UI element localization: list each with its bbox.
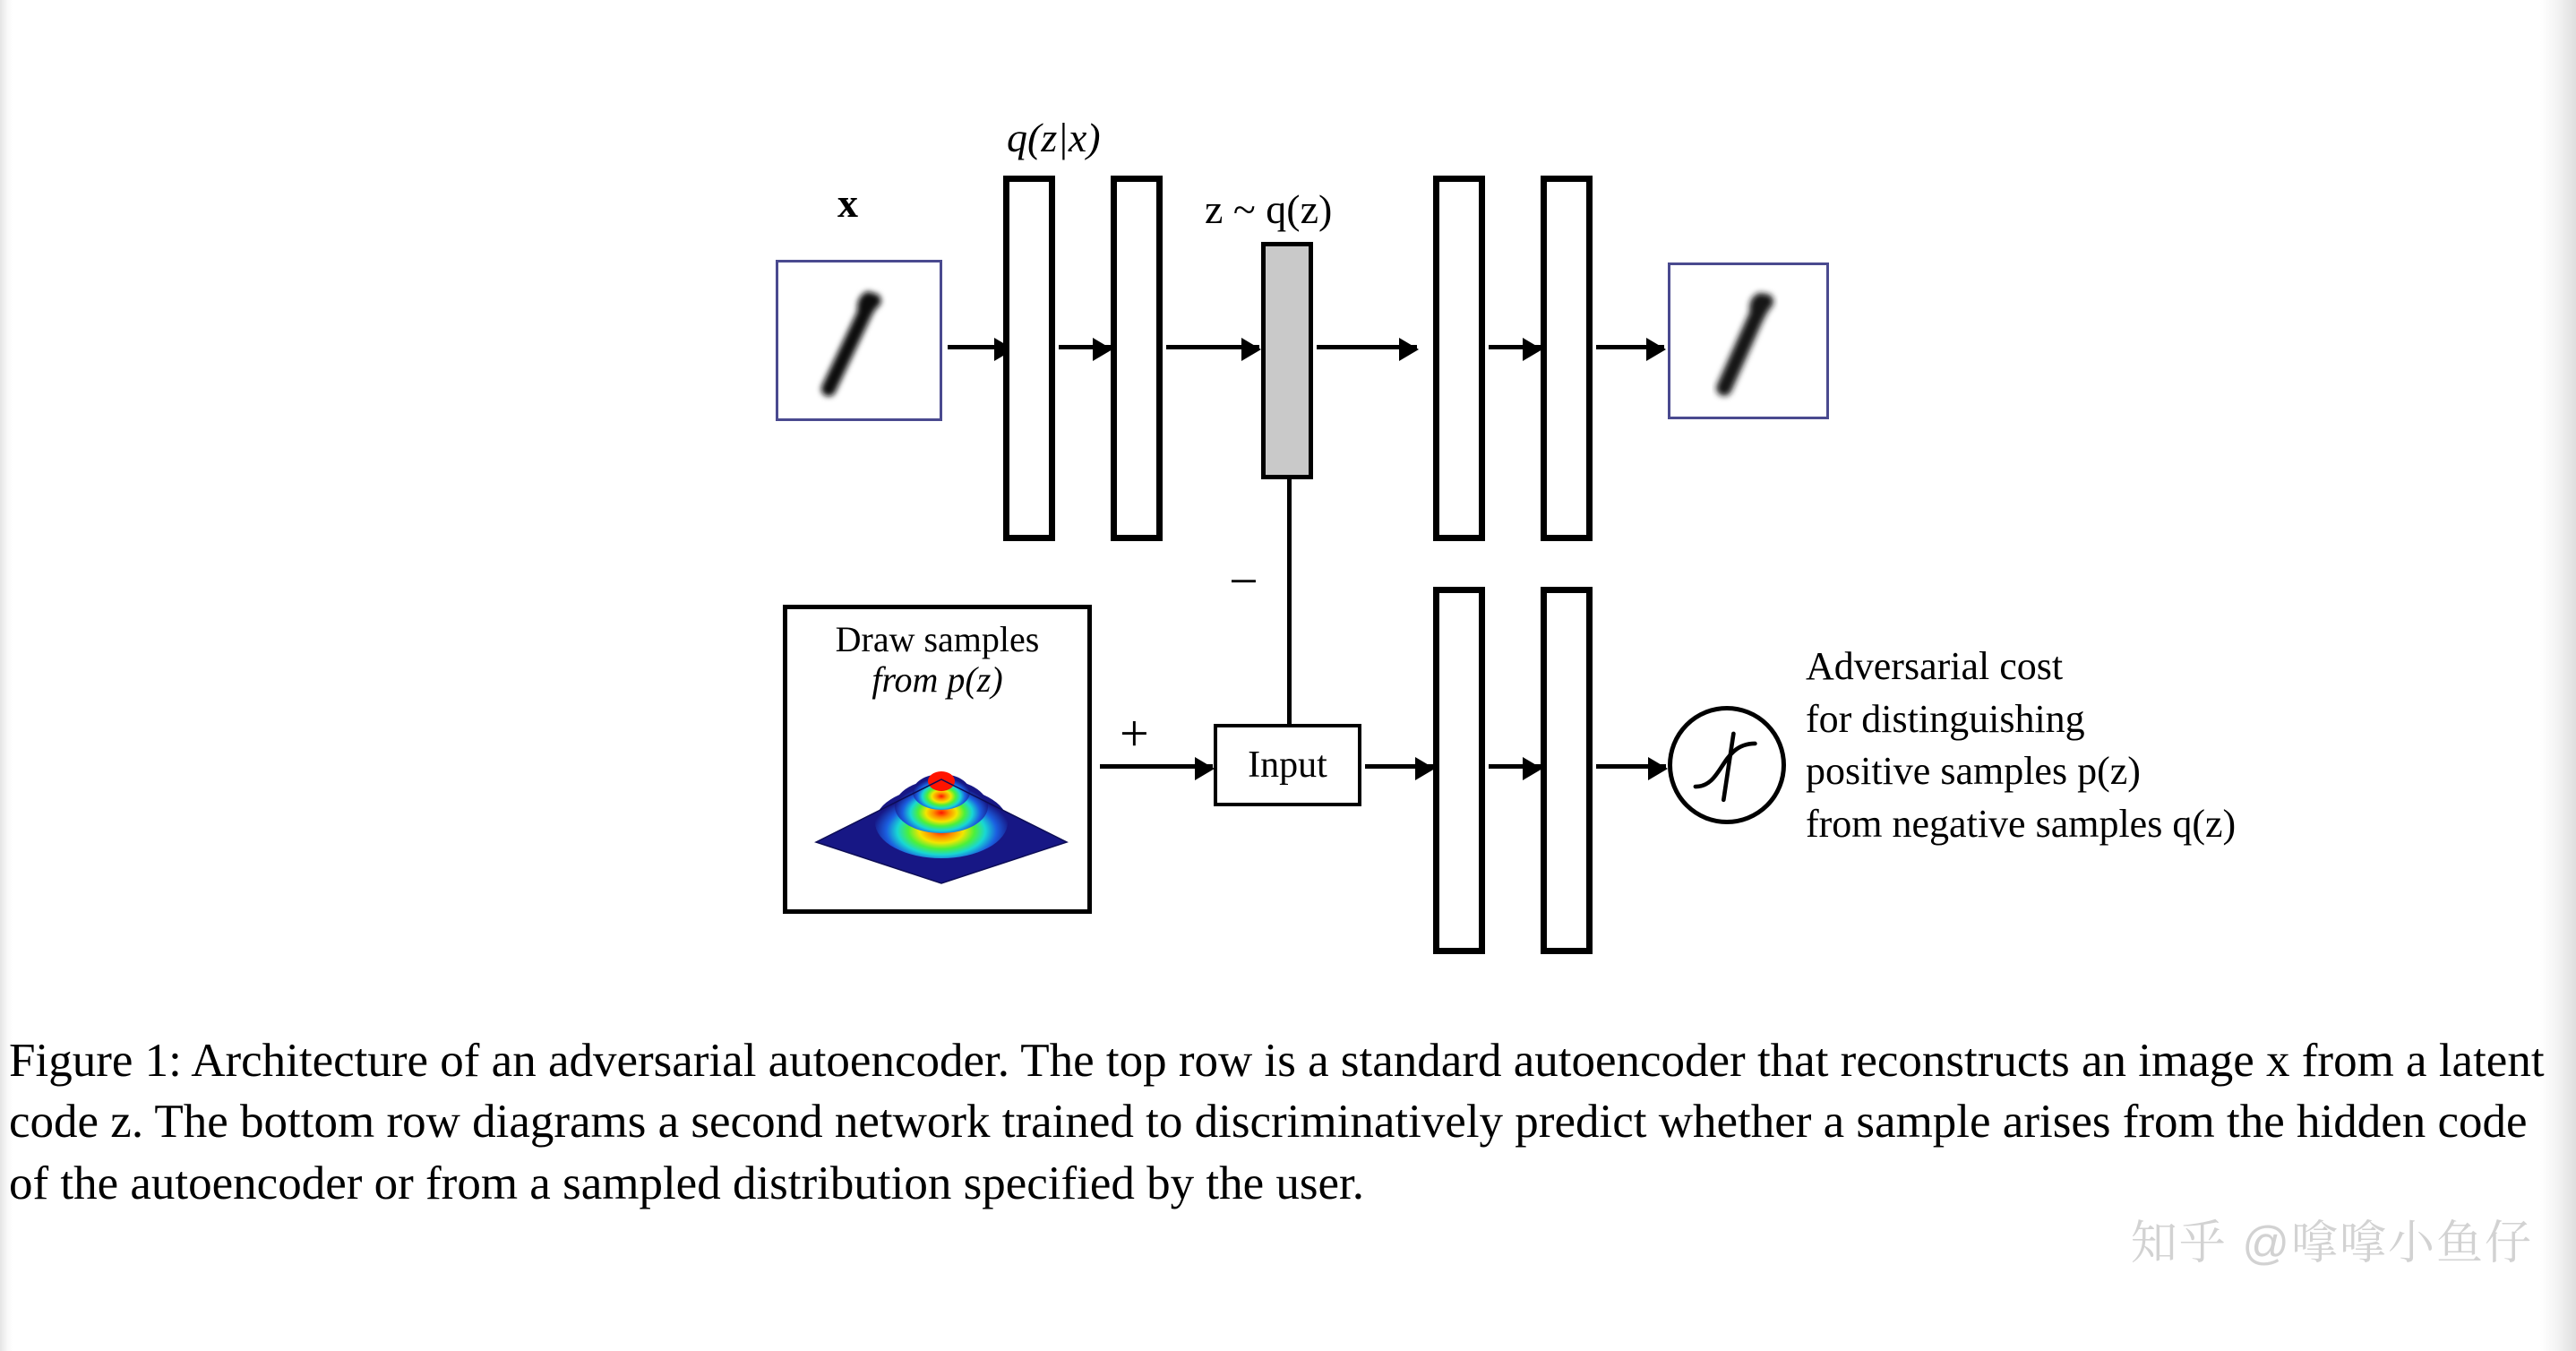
arrow-encoder-to-latent [1166,345,1259,349]
prior-sample-box [783,605,1092,914]
arrow-discriminator-to-output [1596,764,1666,769]
figure-caption-number: Figure 1: [9,1035,182,1087]
discriminator-input-box: Input [1214,724,1361,806]
adversarial-cost-line-4: from negative samples q(z) [1806,801,2237,846]
label-negative-sign: − [1229,552,1258,610]
adversarial-cost-line-3: positive samples p(z) [1806,749,2141,794]
sigmoid-curve-glyph [1672,710,1782,820]
arrow-input-to-discriminator [1365,764,1433,769]
arrow-decoder-l1-to-l2 [1489,345,1541,349]
mnist-digit-one-image [776,260,942,421]
arrow-latent-to-input-box [1287,479,1292,739]
mnist-digit-one-reconstruction [1668,262,1829,419]
label-input-x: x [837,180,858,226]
decoder-layer-1 [1433,176,1485,541]
label-positive-sign: + [1120,704,1149,762]
arrow-encoder-l1-to-l2 [1059,345,1111,349]
digit-input-glyph [778,262,940,418]
adversarial-cost-line-2: for distinguishing [1806,696,2085,741]
adversarial-cost-line-1: Adversarial cost [1806,644,2064,688]
prior-sample-caption-line1: Draw samples [835,619,1040,659]
figure-caption [9,1030,2562,1214]
label-latent-sample: z ~ q(z) [1205,186,1333,232]
adversarial-cost-text [1806,641,2236,850]
arrow-decoder-to-output [1596,345,1664,349]
arrow-discriminator-l1-to-l2 [1489,764,1541,769]
discriminator-layer-1 [1433,587,1485,954]
arrow-latent-to-decoder [1317,345,1417,349]
discriminator-layer-2 [1541,587,1593,954]
decoder-layer-2 [1541,176,1593,541]
watermark-text: 知乎 @嗱嗱小鱼仔 [2130,1218,2533,1269]
latent-code-vector [1261,242,1313,479]
label-encoder-distribution: q(z|x) [1007,115,1101,160]
encoder-layer-2 [1111,176,1163,541]
figure-caption-text: Architecture of an adversarial autoencoder. The top row is a standard autoencoder that reconstructs an image x from a latent code z. The bottom row diagrams a second network trained to discriminatively predict whether a sample arises from the hidden code of the autoencoder or from a sampled distribution specified by the user. [9,1035,2545,1209]
encoder-layer-1 [1003,176,1055,541]
arrow-samples-to-input-box [1100,764,1213,769]
gaussian-surface-plot [807,717,1076,887]
digit-output-glyph [1670,265,1826,417]
prior-sample-caption [787,609,1087,701]
prior-sample-caption-line2: from p(z) [872,658,1003,700]
sigmoid-classifier-icon [1668,706,1786,824]
